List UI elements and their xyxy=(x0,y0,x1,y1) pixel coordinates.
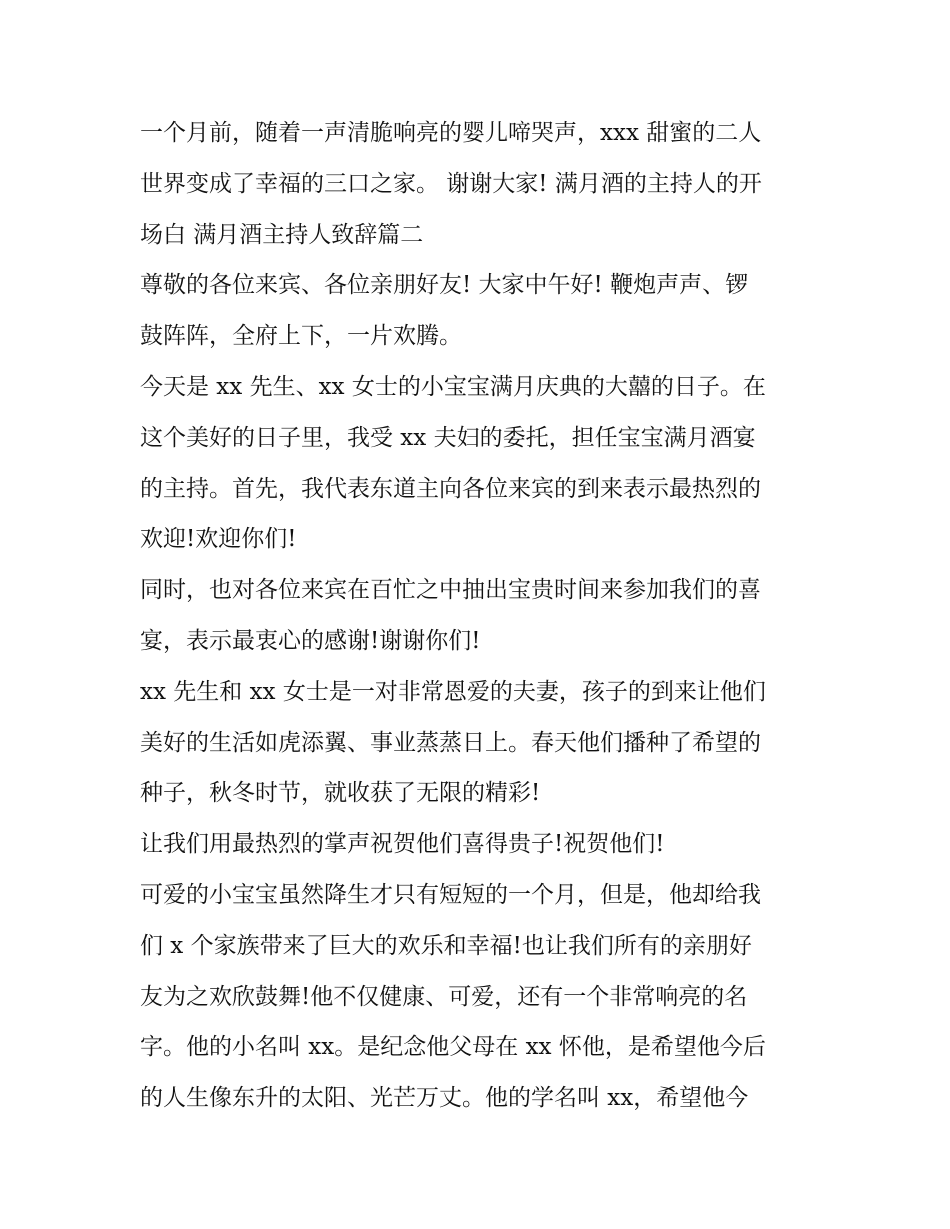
text-line: 们 x 个家族带来了巨大的欢乐和幸福!也让我们所有的亲朋好 xyxy=(140,932,752,959)
text-line: 这个美好的日子里，我受 xx 夫妇的委托，担任宝宝满月酒宴 xyxy=(140,424,756,451)
text-line: 欢迎!欢迎你们! xyxy=(140,526,297,553)
text-line: 尊敬的各位来宾、各位亲朋好友! 大家中午好! 鞭炮声声、锣 xyxy=(140,272,749,299)
text-line: 种子，秋冬时节，就收获了无限的精彩! xyxy=(140,780,541,807)
text-line: 的主持。首先，我代表东道主向各位来宾的到来表示最热烈的 xyxy=(140,475,761,502)
text-line: 同时，也对各位来宾在百忙之中抽出宝贵时间来参加我们的喜 xyxy=(140,577,761,604)
text-line: 美好的生活如虎添翼、事业蒸蒸日上。春天他们播种了希望的 xyxy=(140,729,761,756)
text-line: 宴，表示最衷心的感谢!谢谢你们! xyxy=(140,627,481,654)
text-line: 世界变成了幸福的三口之家。 谢谢大家! 满月酒的主持人的开 xyxy=(140,170,762,197)
text-line: xx 先生和 xx 女士是一对非常恩爱的夫妻，孩子的到来让他们 xyxy=(140,678,766,705)
document-body xyxy=(140,108,830,1124)
text-line: 友为之欢欣鼓舞!他不仅健康、可爱，还有一个非常响亮的名 xyxy=(140,983,748,1010)
text-line: 可爱的小宝宝虽然降生才只有短短的一个月，但是，他却给我 xyxy=(140,881,761,908)
text-line: 今天是 xx 先生、xx 女士的小宝宝满月庆典的大囍的日子。在 xyxy=(140,373,766,400)
text-line: 让我们用最热烈的掌声祝贺他们喜得贵子!祝贺他们! xyxy=(140,831,665,858)
text-line: 鼓阵阵，全府上下，一片欢腾。 xyxy=(140,323,462,350)
text-line: 一个月前，随着一声清脆响亮的婴儿啼哭声，xxx 甜蜜的二人 xyxy=(140,120,762,146)
text-line: 场白 满月酒主持人致辞篇二 xyxy=(140,221,424,248)
text-line: 字。他的小名叫 xx。是纪念他父母在 xx 怀他，是希望他今后 xyxy=(140,1034,766,1061)
text-line: 的人生像东升的太阳、光芒万丈。他的学名叫 xx，希望他今 xyxy=(140,1085,749,1112)
